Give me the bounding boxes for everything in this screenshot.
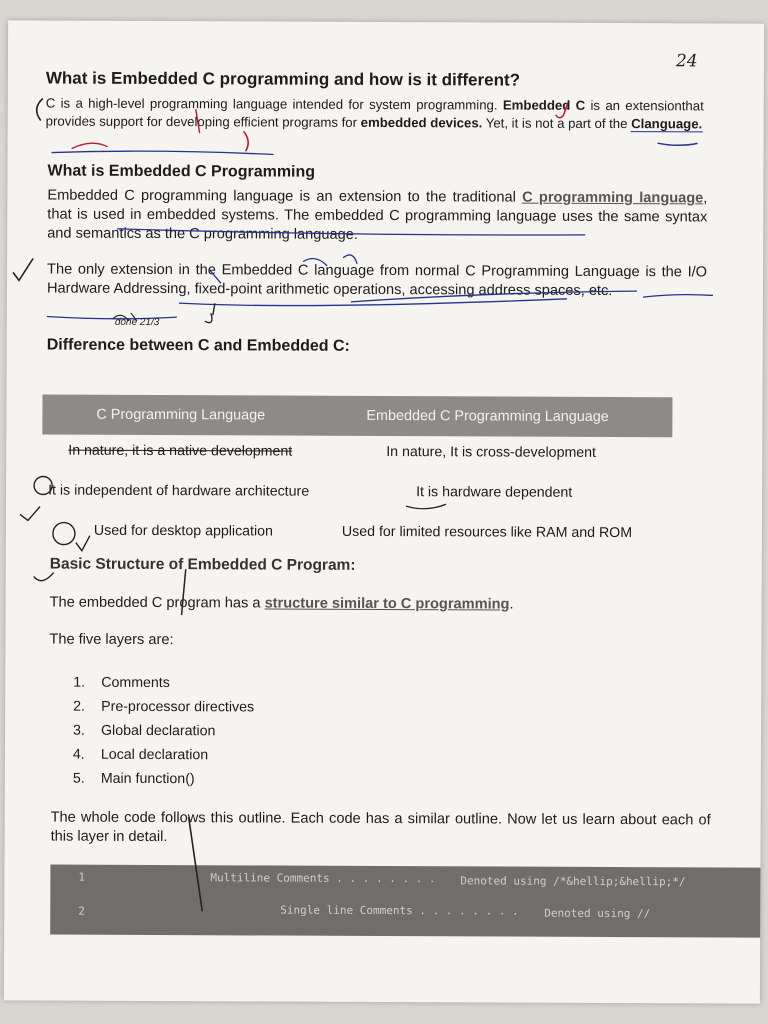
code-table [50, 865, 762, 938]
page-title: What is Embedded C programming and how is it different? [45, 68, 521, 90]
section-heading-structure: Basic Structure of Embedded C Program: [49, 555, 356, 574]
section1-text-a: Embedded C programming language is an extension to the traditional [47, 187, 523, 206]
intro-text-3: is an extensionthat provides support for developing efficient programs for [45, 97, 704, 130]
section-heading-what-is: What is Embedded C Programming [47, 162, 316, 181]
table-cell-r3-c2: Used for limited resources like RAM and ROM [341, 523, 633, 542]
comparison-table-header [42, 395, 672, 438]
list-item: 5. Main function() [72, 770, 195, 788]
list-item: 2. Pre-processor directives [73, 698, 255, 716]
section3-paragraph-2: The five layers are: [49, 631, 174, 649]
table-cell-r1-c1: In nature, it is a native development [68, 442, 293, 460]
section1-paragraph-2: The only extension in the Embedded C language from normal C Programming Language is the I/O Hardware Addressing, fixed-point arithmetic operations, accessing address spaces, etc. [46, 261, 708, 299]
intro-term-clanguage: Clanguage. [631, 116, 703, 132]
layers-list [73, 671, 254, 792]
table-cell-r3-c1: Used for desktop application [93, 522, 273, 540]
table-cell-r1-c2: In nature, It is cross-development [386, 444, 597, 461]
list-item-label: Pre-processor directives [101, 698, 255, 716]
table-cell-r2-c2: It is hardware dependent [416, 484, 573, 501]
page-number: 24 [675, 51, 698, 72]
section3-paragraph-3: The whole code follows this outline. Each code has a similar outline. Now let us learn about each of this layer in detail. [50, 809, 711, 846]
intro-term-embedded-devices: embedded devices. [360, 114, 483, 131]
code-row-2-number: 2 [78, 904, 85, 918]
structure-similar-link[interactable]: structure similar to C programming [264, 595, 510, 613]
intro-term-embedded-c: Embedded C [502, 97, 586, 113]
list-item-label: Main function() [100, 770, 195, 788]
column-header-c: C Programming Language [96, 406, 266, 424]
intro-text-5: Yet, it is not a part of the [482, 115, 632, 132]
intro-text-1: C is a high-level programming language intended for system programming. [45, 95, 498, 113]
section1-paragraph-1 [47, 187, 707, 247]
c-programming-language-link[interactable]: C programming language [522, 189, 704, 207]
margin-note: done 21/3 [114, 316, 160, 329]
section1-text-b: , that is used in embedded systems. The embedded C programming language uses the same syntax and semantics as the C programming language. [47, 190, 708, 243]
code-row-2-note: Denoted using // [544, 906, 651, 921]
section3-text-b: . [509, 596, 514, 613]
code-row-1-number: 1 [78, 870, 86, 884]
document-page [4, 20, 764, 1003]
code-row-2-label: Single line Comments . . . . . . . . [280, 903, 519, 918]
intro-paragraph [46, 95, 704, 134]
list-item-label: Comments [101, 674, 170, 692]
list-item: 1. Comments [73, 674, 170, 692]
section-heading-difference: Difference between C and Embedded C: [46, 336, 350, 355]
list-item: 4. Local declaration [72, 746, 209, 764]
column-header-embedded-c: Embedded C Programming Language [366, 407, 609, 425]
table-cell-r2-c1: It is independent of hardware architecture [48, 482, 310, 500]
code-row-1-label: Multiline Comments . . . . . . . . [210, 871, 436, 886]
section3-paragraph-1 [50, 594, 650, 616]
code-row-1-note: Denoted using /*&hellip;&hellip;*/ [460, 874, 686, 889]
section3-text-a: The embedded C program has a [49, 594, 265, 612]
list-item-label: Global declaration [101, 722, 216, 740]
list-item: 3. Global declaration [73, 722, 216, 740]
list-item-label: Local declaration [100, 746, 209, 764]
